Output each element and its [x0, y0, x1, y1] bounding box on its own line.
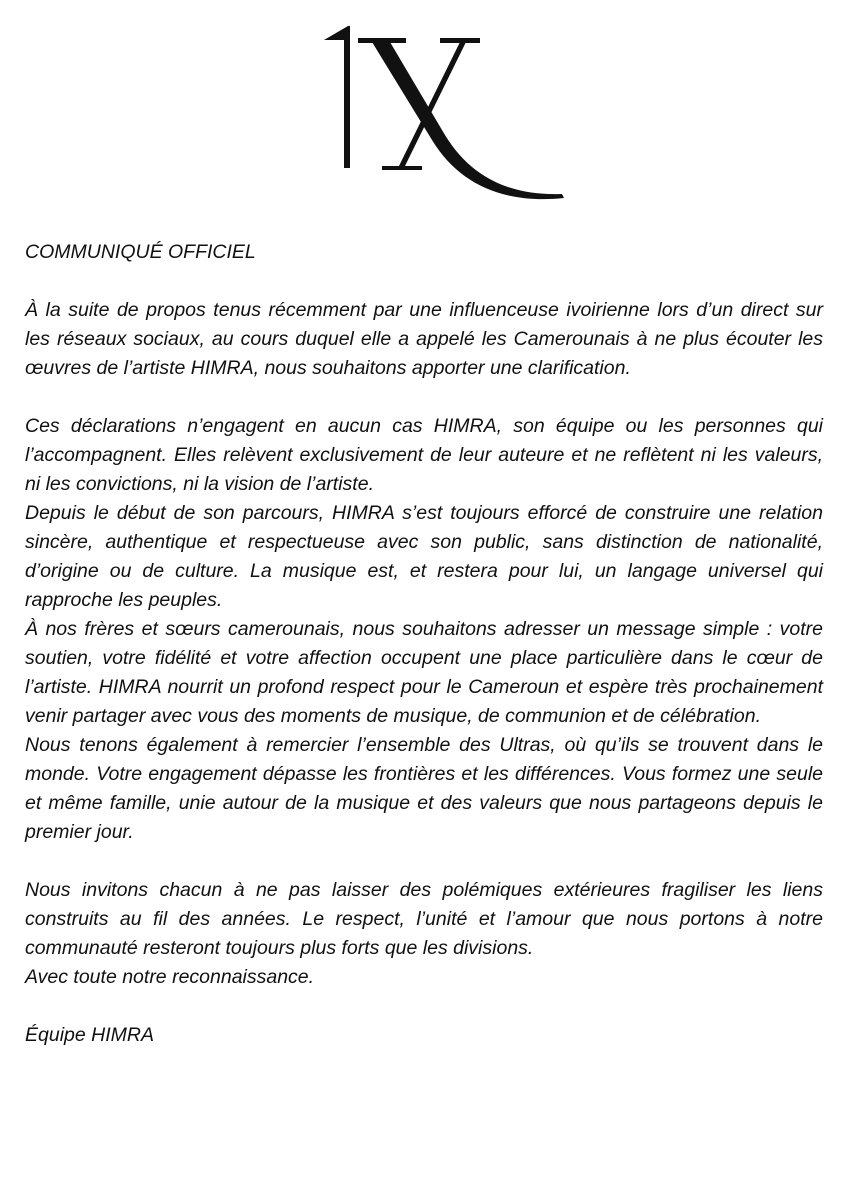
paragraph-parcours: Depuis le début de son parcours, HIMRA s’est toujours efforcé de construire une relation sincère, authentique et respectueuse avec son public, sans distinction de nationalité, d’origine ou de culture. La musique est, et restera pour lui, un langage universel qui rapproche les peuples. — [25, 502, 823, 611]
paragraph-polemiques: Nous invitons chacun à ne pas laisser des polémiques extérieures fragiliser les liens construits au fil des années. Le respect, l’unité et l’amour que nous portons à notre communauté resteront toujours plus forts que les divisions. — [25, 879, 823, 959]
paragraph-cameroun: À nos frères et sœurs camerounais, nous souhaitons adresser un message simple : votre soutien, votre fidélité et votre affection occupent une place particulière dans le cœur de l’artiste. HIMRA nourrit un profond respect pour le Cameroun et espère très prochainement venir partager avec vous des moments de musique, de communion et de célébration. — [25, 618, 823, 727]
lx-logo-icon — [300, 18, 580, 218]
logo-header — [0, 18, 848, 218]
paragraph-ultras: Nous tenons également à remercier l’ensemble des Ultras, où qu’ils se trouvent dans le monde. Votre engagement dépasse les frontières et les différences. Vous formez une seule et même famille, unie autour de la musique et des valeurs que nous partageons depuis le premier jour. — [25, 734, 823, 843]
document-signature: Équipe HIMRA — [25, 1024, 154, 1046]
paragraph-intro: À la suite de propos tenus récemment par une influenceuse ivoirienne lors d’un direct sur les réseaux sociaux, au cours duquel elle a appelé les Camerounais à ne plus écouter les œuvres de l’artiste HIMRA, nous souhaitons apporter une clarification. — [25, 299, 823, 379]
document-title: COMMUNIQUÉ OFFICIEL — [25, 241, 256, 263]
document-body — [25, 238, 823, 1050]
paragraph-declarations: Ces déclarations n’engagent en aucun cas HIMRA, son équipe ou les personnes qui l’accompagnent. Elles relèvent exclusivement de leur auteure et ne reflètent ni les valeurs, ni les convictions, ni la vision de l’artiste. — [25, 415, 823, 495]
paragraph-reconnaissance: Avec toute notre reconnaissance. — [25, 966, 315, 988]
